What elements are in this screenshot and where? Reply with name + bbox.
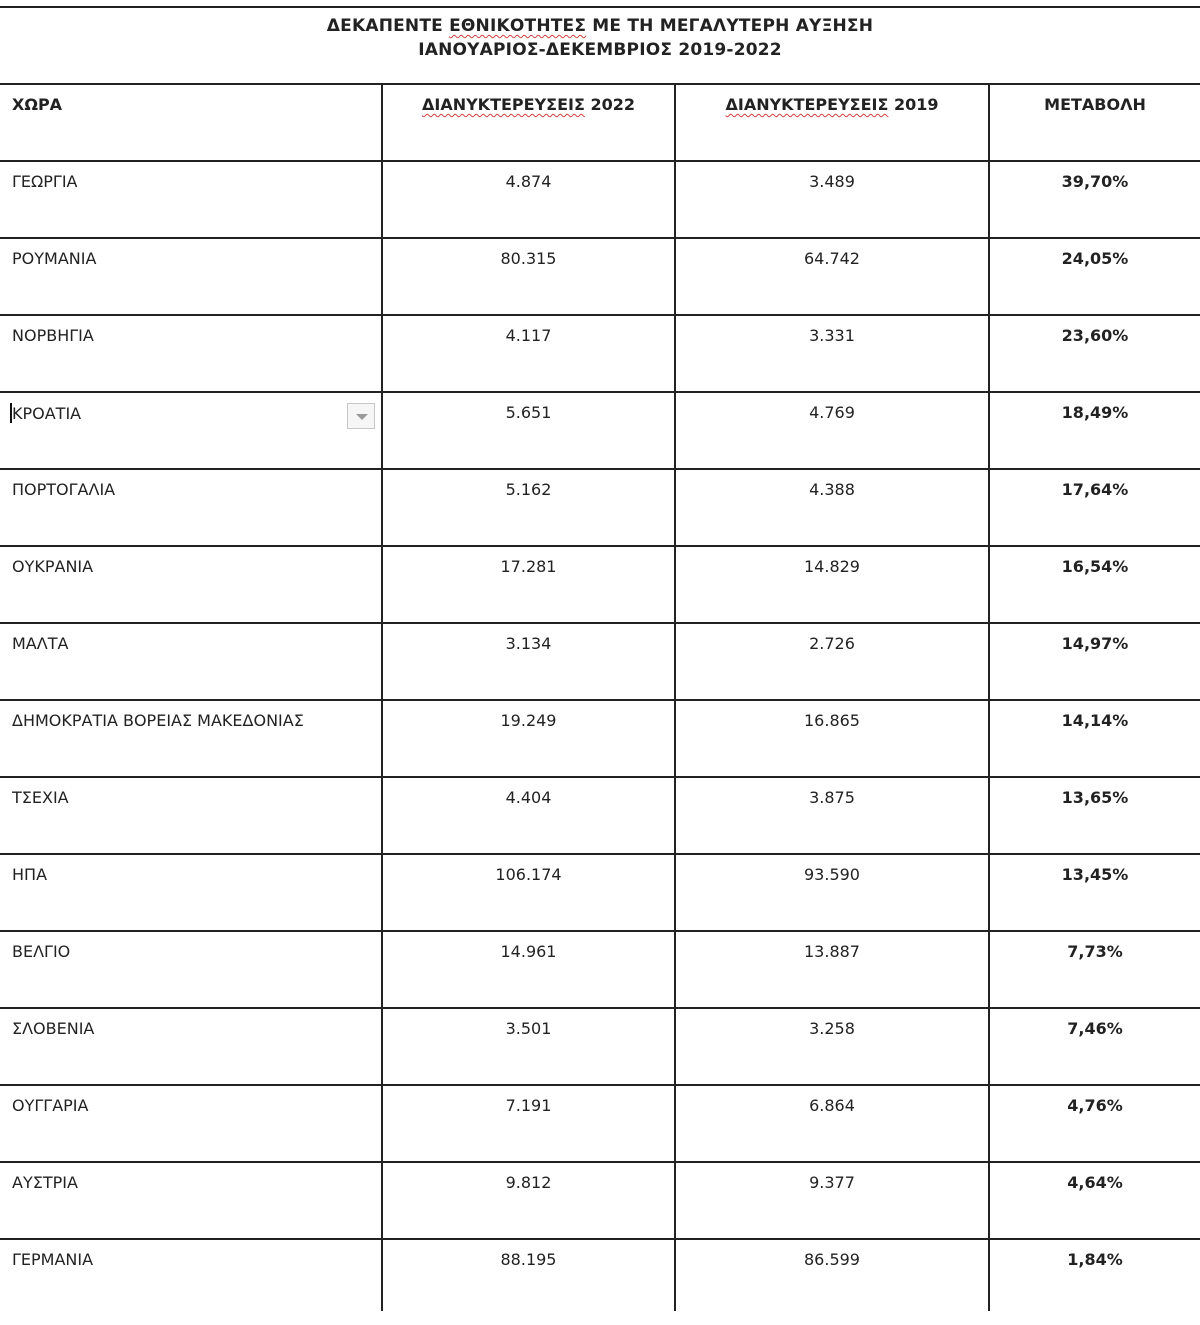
header-stays-2022: ΔΙΑΝΥΚΤΕΡΕΥΣΕΙΣ 2022 (382, 84, 675, 161)
cell-change[interactable]: 24,05% (989, 238, 1200, 315)
overnight-stays-table (0, 83, 1200, 1311)
table-row (0, 623, 1200, 700)
table-row (0, 777, 1200, 854)
chevron-down-icon[interactable] (347, 403, 375, 429)
cell-country[interactable] (0, 1008, 382, 1085)
table-row (0, 1085, 1200, 1162)
cell-change[interactable]: 7,46% (989, 1008, 1200, 1085)
table-row (0, 469, 1200, 546)
cell-change[interactable]: 13,45% (989, 854, 1200, 931)
table-row (0, 315, 1200, 392)
cell-stays-2019[interactable]: 3.875 (675, 777, 989, 854)
cell-country[interactable] (0, 1239, 382, 1311)
cell-stays-2022[interactable]: 9.812 (382, 1162, 675, 1239)
cell-stays-2022[interactable]: 19.249 (382, 700, 675, 777)
spellcheck-word[interactable]: ΔΙΑΝΥΚΤΕΡΕΥΣΕΙΣ (421, 95, 585, 114)
header-country: ΧΩΡΑ (0, 84, 382, 161)
cell-stays-2019[interactable]: 4.769 (675, 392, 989, 469)
country-name: ΟΥΓΓΑΡΙΑ (12, 1096, 89, 1115)
country-name: ΒΕΛΓΙΟ (12, 942, 71, 961)
title-line-1: ΔΕΚΑΠΕΝΤΕ ΕΘΝΙΚΟΤΗΤΕΣ ΜΕ ΤΗ ΜΕΓΑΛΥΤΕΡΗ ΑΥΞΗΣΗ (326, 16, 874, 36)
cell-stays-2019[interactable]: 3.331 (675, 315, 989, 392)
cell-stays-2022[interactable]: 88.195 (382, 1239, 675, 1311)
cell-stays-2022[interactable]: 3.134 (382, 623, 675, 700)
country-name: ΝΟΡΒΗΓΙΑ (12, 326, 94, 345)
cell-change[interactable]: 7,73% (989, 931, 1200, 1008)
country-name: ΤΣΕΧΙΑ (12, 788, 69, 807)
cell-stays-2022[interactable]: 106.174 (382, 854, 675, 931)
cell-stays-2022[interactable]: 4.117 (382, 315, 675, 392)
cell-stays-2019[interactable]: 4.388 (675, 469, 989, 546)
country-name: ΟΥΚΡΑΝΙΑ (12, 557, 94, 576)
cell-stays-2019[interactable]: 3.258 (675, 1008, 989, 1085)
title-line-2: ΙΑΝΟΥΑΡΙΟΣ-ΔΕΚΕΜΒΡΙΟΣ 2019-2022 (418, 40, 782, 60)
table-row (0, 238, 1200, 315)
header-row (0, 84, 1200, 161)
cell-country[interactable] (0, 931, 382, 1008)
cell-country[interactable] (0, 854, 382, 931)
table-row (0, 854, 1200, 931)
cell-country[interactable] (0, 700, 382, 777)
country-name: ΡΟΥΜΑΝΙΑ (12, 249, 97, 268)
table-title (0, 6, 1200, 83)
cell-stays-2019[interactable]: 13.887 (675, 931, 989, 1008)
cell-change[interactable]: 39,70% (989, 161, 1200, 238)
country-name: ΑΥΣΤΡΙΑ (12, 1173, 78, 1192)
cell-stays-2022[interactable]: 4.874 (382, 161, 675, 238)
spellcheck-word[interactable]: ΕΘΝΙΚΟΤΗΤΕΣ (449, 16, 587, 36)
cell-change[interactable]: 14,14% (989, 700, 1200, 777)
table-row (0, 1239, 1200, 1311)
cell-change[interactable]: 18,49% (989, 392, 1200, 469)
cell-stays-2022[interactable]: 3.501 (382, 1008, 675, 1085)
table-row (0, 392, 1200, 469)
country-name: ΗΠΑ (12, 865, 48, 884)
country-name: ΠΟΡΤΟΓΑΛΙΑ (12, 480, 116, 499)
header-stays-2019: ΔΙΑΝΥΚΤΕΡΕΥΣΕΙΣ 2019 (675, 84, 989, 161)
cell-stays-2022[interactable]: 5.162 (382, 469, 675, 546)
table-row (0, 931, 1200, 1008)
cell-stays-2019[interactable]: 86.599 (675, 1239, 989, 1311)
cell-country[interactable] (0, 777, 382, 854)
cell-change[interactable]: 4,76% (989, 1085, 1200, 1162)
table-row (0, 1008, 1200, 1085)
table-row (0, 546, 1200, 623)
table-row (0, 700, 1200, 777)
cell-country[interactable] (0, 392, 382, 469)
cell-stays-2022[interactable]: 14.961 (382, 931, 675, 1008)
cell-stays-2019[interactable]: 93.590 (675, 854, 989, 931)
country-name: ΜΑΛΤΑ (12, 634, 69, 653)
country-name: ΚΡΟΑΤΙΑ (12, 404, 82, 423)
cell-stays-2019[interactable]: 9.377 (675, 1162, 989, 1239)
spellcheck-word[interactable]: ΔΙΑΝΥΚΤΕΡΕΥΣΕΙΣ (725, 95, 889, 114)
cell-stays-2019[interactable]: 2.726 (675, 623, 989, 700)
cell-stays-2022[interactable]: 4.404 (382, 777, 675, 854)
cell-country[interactable] (0, 1162, 382, 1239)
cell-change[interactable]: 4,64% (989, 1162, 1200, 1239)
table-row (0, 1162, 1200, 1239)
cell-country[interactable] (0, 546, 382, 623)
cell-country[interactable] (0, 1085, 382, 1162)
cell-stays-2019[interactable]: 14.829 (675, 546, 989, 623)
cell-change[interactable]: 14,97% (989, 623, 1200, 700)
header-change: ΜΕΤΑΒΟΛΗ (989, 84, 1200, 161)
cell-stays-2022[interactable]: 17.281 (382, 546, 675, 623)
cell-country[interactable] (0, 623, 382, 700)
cell-stays-2022[interactable]: 7.191 (382, 1085, 675, 1162)
cell-stays-2022[interactable]: 5.651 (382, 392, 675, 469)
cell-country[interactable] (0, 315, 382, 392)
cell-change[interactable]: 23,60% (989, 315, 1200, 392)
cell-stays-2019[interactable]: 64.742 (675, 238, 989, 315)
table-row (0, 161, 1200, 238)
cell-stays-2019[interactable]: 6.864 (675, 1085, 989, 1162)
country-name: ΓΕΡΜΑΝΙΑ (12, 1250, 94, 1269)
cell-country[interactable] (0, 469, 382, 546)
cell-change[interactable]: 13,65% (989, 777, 1200, 854)
cell-country[interactable] (0, 238, 382, 315)
cell-change[interactable]: 16,54% (989, 546, 1200, 623)
cell-stays-2019[interactable]: 16.865 (675, 700, 989, 777)
country-name: ΣΛΟΒΕΝΙΑ (12, 1019, 95, 1038)
cell-stays-2019[interactable]: 3.489 (675, 161, 989, 238)
cell-change[interactable]: 1,84% (989, 1239, 1200, 1311)
cell-stays-2022[interactable]: 80.315 (382, 238, 675, 315)
country-name: ΔΗΜΟΚΡΑΤΙΑ ΒΟΡΕΙΑΣ ΜΑΚΕΔΟΝΙΑΣ (12, 711, 304, 730)
country-name: ΓΕΩΡΓΙΑ (12, 172, 78, 191)
cell-change[interactable]: 17,64% (989, 469, 1200, 546)
dropdown-arrow (356, 414, 368, 420)
cell-country[interactable] (0, 161, 382, 238)
